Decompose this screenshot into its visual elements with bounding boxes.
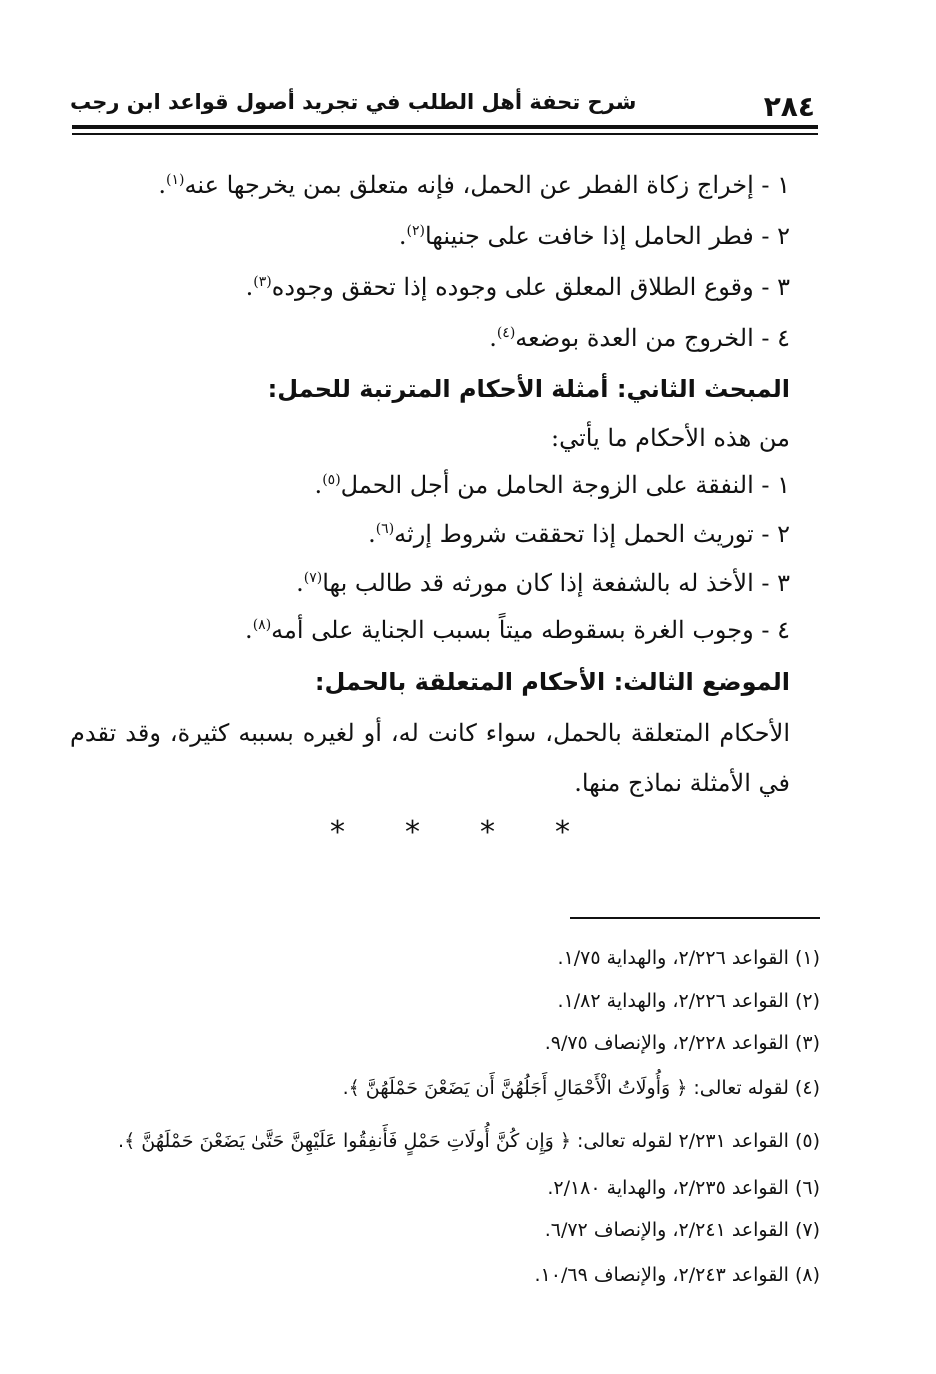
- list-item: ٤ - الخروج من العدة بوضعه$^{(٤)}$.: [489, 324, 790, 352]
- list-item: ٢ - فطر الحامل إذا خافت على جنينها$^{(٢)}$.: [398, 222, 790, 250]
- header-rule-thick: [72, 125, 818, 129]
- asterisk-ornament: *: [330, 815, 345, 850]
- footnote: (١) القواعد ٢/٢٢٦، والهداية ١/٧٥.: [557, 947, 820, 969]
- footnote-ref: (٤): [496, 325, 516, 341]
- asterisk-ornament: *: [555, 815, 570, 850]
- body-paragraph: الأحكام المتعلقة بالحمل، سواء كانت له، أو لغيره بسببه كثيرة، وقد تقدم في الأمثلة نماذج منها.: [70, 719, 790, 797]
- section-separator: [330, 808, 570, 858]
- footnote: (٣) القواعد ٢/٢٢٨، والإنصاف ٩/٧٥.: [544, 1032, 820, 1054]
- footnote: (٤) لقوله تعالى: ﴿ وَأُولَاتُ الْأَحْمَالِ أَجَلُهُنَّ أَن يَضَعْنَ حَمْلَهُنَّ ﴾.: [342, 1077, 820, 1099]
- footnote: (٧) القواعد ٢/٢٤١، والإنصاف ٦/٧٢.: [544, 1219, 820, 1241]
- section-intro: من هذه الأحكام ما يأتي:: [550, 424, 790, 452]
- list-item: ٣ - وقوع الطلاق المعلق على وجوده إذا تحقق وجوده$^{(٣)}$.: [245, 273, 790, 301]
- running-header: [70, 82, 815, 122]
- asterisk-ornament: *: [480, 815, 495, 850]
- list-item: ١ - إخراج زكاة الفطر عن الحمل، فإنه متعلق بمن يخرجها عنه$^{(١)}$.: [158, 171, 790, 199]
- footnote-ref: (٢): [406, 223, 425, 239]
- running-title: شرح تحفة أهل الطلب في تجريد أصول قواعد ابن رجب: [70, 90, 637, 114]
- footnote-rule: [570, 917, 820, 919]
- header-rule-thin: [72, 133, 818, 135]
- footnote-ref: (٨): [252, 617, 272, 633]
- footnote-ref: (١): [166, 172, 185, 188]
- footnote-ref: (٥): [322, 472, 341, 488]
- list-item: ١ - النفقة على الزوجة الحامل من أجل الحمل$^{(٥)}$.: [314, 471, 790, 499]
- footnote: (٨) القواعد ٢/٢٤٣، والإنصاف ١٠/٦٩.: [534, 1264, 820, 1286]
- footnote: (٦) القواعد ٢/٢٣٥، والهداية ٢/١٨٠.: [547, 1177, 820, 1199]
- list-item: ٢ - توريث الحمل إذا تحققت شروط إرثه$^{(٦)}$.: [368, 520, 790, 548]
- section-heading: المبحث الثاني: أمثلة الأحكام المترتبة للحمل:: [267, 375, 790, 403]
- footnote-ref: (٣): [253, 274, 272, 290]
- section-heading: الموضع الثالث: الأحكام المتعلقة بالحمل:: [314, 668, 790, 696]
- list-item: ٣ - الأخذ له بالشفعة إذا كان مورثه قد طالب بها$^{(٧)}$.: [296, 569, 790, 597]
- footnote-ref: (٧): [303, 570, 323, 586]
- footnote: (٢) القواعد ٢/٢٢٦، والهداية ١/٨٢.: [557, 990, 820, 1012]
- footnote: (٥) القواعد ٢/٢٣١ لقوله تعالى: ﴿ وَإِن كُنَّ أُولَاتِ حَمْلٍ فَأَنفِقُوا عَلَيْهِنَّ حَتَّىٰ يَضَعْنَ حَمْلَهُنَّ ﴾.: [118, 1130, 820, 1152]
- page-number: ٢٨٤: [763, 90, 815, 123]
- list-item: ٤ - وجوب الغرة بسقوطه ميتاً بسبب الجناية على أمه$^{(٨)}$.: [245, 616, 790, 644]
- asterisk-ornament: *: [405, 815, 420, 850]
- footnote-ref: (٦): [375, 521, 395, 537]
